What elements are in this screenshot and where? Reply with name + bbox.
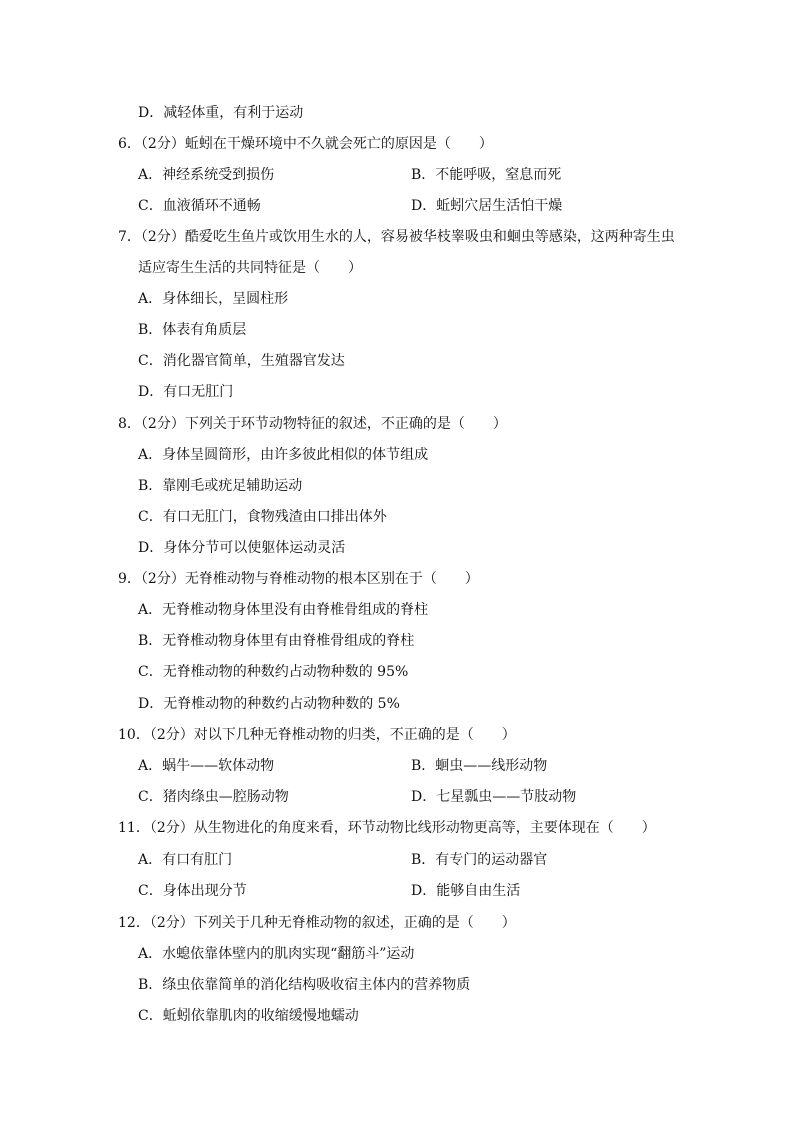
q10-stem: 10．（2分）对以下几种无脊椎动物的归类，不正确的是（ ） [118,727,516,743]
q9-option-a: A．无脊椎动物身体里没有由脊椎骨组成的脊柱 [138,602,429,618]
q11-option-c: C．身体出现分节 [138,883,247,899]
q6-option-d: D．蚯蚓穴居生活怕干燥 [411,198,563,214]
q12-option-b: B．绦虫依靠简单的消化结构吸收宿主体内的营养物质 [138,977,471,993]
q9-stem: 9．（2分）无脊椎动物与脊椎动物的根本区别在于（ ） [118,571,479,587]
q6-option-b: B．不能呼吸，窒息而死 [411,167,562,183]
q10-option-a: A．蜗牛——软体动物 [138,758,275,774]
q7-stem: 7．（2分）酷爱吃生鱼片或饮用生水的人，容易被华枝睾吸虫和蛔虫等感染，这两种寄生虫 [118,229,675,245]
q5-option-d: D．减轻体重，有利于运动 [138,105,304,121]
q9-option-b: B．无脊椎动物身体里有由脊椎骨组成的脊柱 [138,633,415,649]
q8-option-a: A．身体呈圆筒形，由许多彼此相似的体节组成 [138,447,429,463]
q11-option-b: B．有专门的运动器官 [411,852,548,868]
q7-option-b: B．体表有角质层 [138,322,247,338]
q7-option-c: C．消化器官简单，生殖器官发达 [138,353,345,369]
q8-option-b: B．靠刚毛或疣足辅助运动 [138,478,303,494]
q7-option-d: D．有口无肛门 [138,384,234,400]
q12-option-a: A．水螅依靠体壁内的肌肉实现“翻筋斗”运动 [138,946,415,962]
q7-stem-continued: 适应寄生生活的共同特征是（ ） [138,260,362,276]
q8-option-d: D．身体分节可以使躯体运动灵活 [138,540,346,556]
q6-stem: 6．（2分）蚯蚓在干燥环境中不久就会死亡的原因是（ ） [118,136,493,152]
q8-option-c: C．有口无肛门，食物残渣由口排出体外 [138,509,387,525]
q6-option-a: A．神经系统受到损伤 [138,167,275,183]
q9-option-d: D．无脊椎动物的种数约占动物种数的 5% [138,696,400,712]
q10-option-d: D．七星瓢虫——节肢动物 [411,789,577,805]
q6-option-c: C．血液循环不通畅 [138,198,261,214]
q12-stem: 12．（2分）下列关于几种无脊椎动物的叙述，正确的是（ ） [118,915,516,931]
q10-option-b: B．蛔虫——线形动物 [411,758,548,774]
q11-option-d: D．能够自由生活 [411,883,521,899]
q11-stem: 11．（2分）从生物进化的角度来看，环节动物比线形动物更高等，主要体现在（ ） [118,820,656,836]
q7-option-a: A．身体细长，呈圆柱形 [138,291,289,307]
q8-stem: 8．（2分）下列关于环节动物特征的叙述，不正确的是（ ） [118,416,507,432]
q9-option-c: C．无脊椎动物的种数约占动物种数的 95% [138,664,409,680]
q10-option-c: C．猪肉绦虫—腔肠动物 [138,789,289,805]
q11-option-a: A．有口有肛门 [138,852,233,868]
q12-option-c: C．蚯蚓依靠肌肉的收缩缓慢地蠕动 [138,1008,359,1024]
